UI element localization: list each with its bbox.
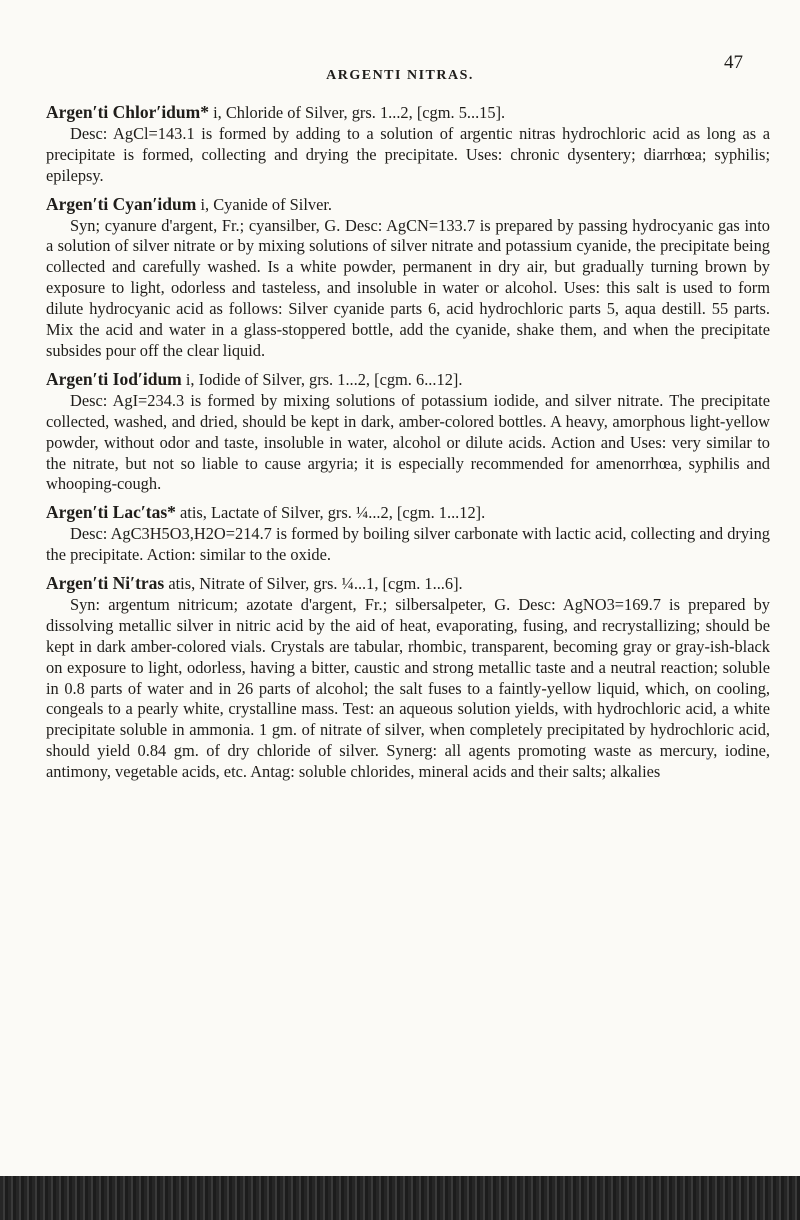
entry-term: Argen′ti Ni′tras (46, 573, 165, 594)
scan-edge-band (0, 1176, 800, 1220)
entry-lead: atis, Nitrate of Silver, grs. ¼...1, [cgm. 1...6]. (164, 574, 463, 594)
entry-body: Desc: AgCl=143.1 is formed by adding to a solution of argentic nitras hydrochloric acid as long as a precipitate is formed, collecting and drying the precipitate. Uses: chronic dysentery; diarrhœa; syphilis; epilepsy. (46, 123, 770, 185)
running-head: ARGENTI NITRAS. (326, 68, 474, 83)
entry-silver-cyanide (46, 194, 770, 362)
entry-body: Desc: AgI=234.3 is formed by mixing solutions of potassium iodide, and silver nitrate. The precipitate collected, washed, and dried, should be kept in dark, amber-colored bottles. A heavy, amorphous light-yellow powder, without odor and taste, insoluble in water, alcohol or dilute acids. Action and Uses: very similar to the nitrate, but not so liable to cause argyria; it is especially recommended for amenorrhœa, syphilis and whooping-cough. (46, 390, 770, 494)
entry-body: Syn; cyanure d'argent, Fr.; cyansilber, G. Desc: AgCN=133.7 is prepared by passing hydrocyanic gas into a solution of silver nitrate or by mixing solutions of silver nitrate and potassium cyanide, the precipitate being collected and carefully washed. Is a white powder, permanent in dry air, but gradually turning brown by exposure to light, odorless and tasteless, and insoluble in water or alcohol. Uses: this salt is used to form dilute hydrocyanic acid as follows: Silver cyanide parts 6, acid hydrochloric parts 5, aqua destill. 55 parts. Mix the acid and water in a glass-stoppered bottle, add the cyanide, shake them, and when the precipitate subsides pour off the clear liquid. (46, 215, 770, 360)
page-number: 47 (724, 52, 743, 73)
entry-term: Argen′ti Cyan′idum (46, 193, 197, 214)
entry-lead: i, Iodide of Silver, grs. 1...2, [cgm. 6...12]. (181, 369, 463, 389)
entry-term: Argen′ti Lac′tas* (46, 502, 176, 523)
entry-silver-chloride (46, 102, 770, 187)
entry-lead: i, Chloride of Silver, grs. 1...2, [cgm. 5...15]. (208, 103, 506, 122)
entry-lead: i, Cyanide of Silver. (196, 194, 333, 214)
entry-lead: atis, Lactate of Silver, grs. ¼...2, [cgm. 1...12]. (175, 503, 486, 523)
entry-silver-nitrate (46, 573, 770, 783)
entry-body: Syn: argentum nitricum; azotate d'argent, Fr.; silbersalpeter, G. Desc: AgNO3=169.7 is prepared by dissolving metallic silver in nitric acid by the aid of heat, evaporating, fusing, and recrystallizing; should be kept in dark amber-colored vials. Crystals are tabular, rhombic, transparent, becoming gray or gray-ish-black on exposure to light, odorless, having a bitter, caustic and strong metallic taste and a neutral reaction; soluble in 0.8 parts of water and in 26 parts of alcohol; the salt fuses to a faintly-yellow liquid, which, on cooling, congeals to a pearly white, crystalline mass. Test: an aqueous solution yields, with hydrochloric acid, a white precipitate soluble in ammonia. 1 gm. of nitrate of silver, when completely precipitated by hydrochloric acid, should yield 0.84 gm. of dry chloride of silver. Synerg: all agents promoting waste as mercury, iodine, antimony, vegetable acids, etc. Antag: soluble chlorides, mineral acids and their salts; alkalies (46, 594, 770, 782)
entry-body: Desc: AgC3H5O3,H2O=214.7 is formed by boiling silver carbonate with lactic acid, collecting and drying the precipitate. Action: similar to the oxide. (46, 524, 770, 565)
entry-silver-iodide (46, 369, 770, 495)
entry-term: Argen′ti Iod′idum (46, 368, 182, 389)
entry-list (46, 102, 770, 790)
entry-term: Argen′ti Chlor′idum* (46, 102, 209, 122)
entry-silver-lactate (46, 502, 770, 566)
